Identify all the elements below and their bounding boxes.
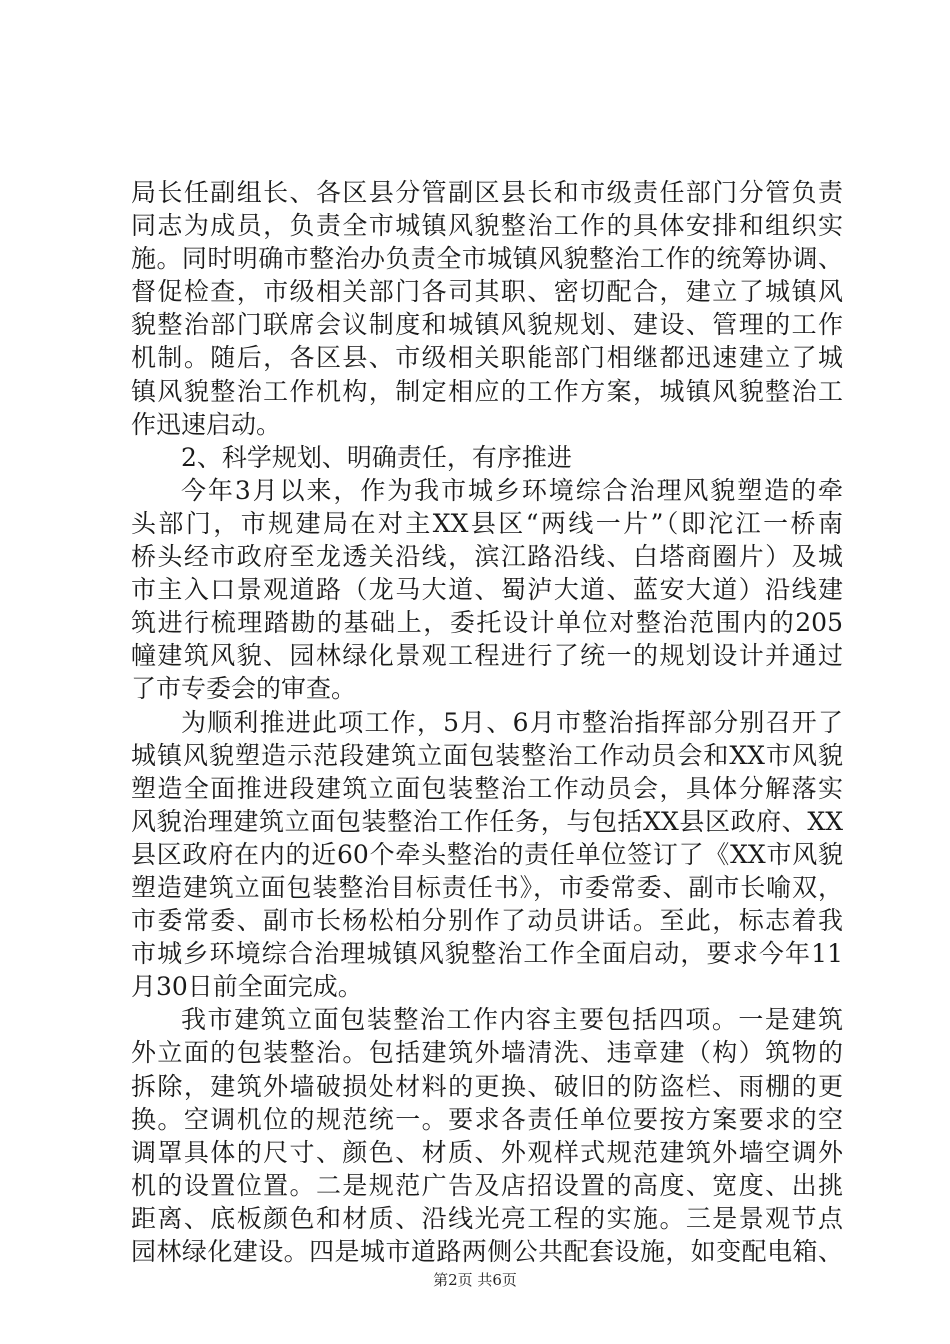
text-line: 市城乡环境综合治理城镇风貌整治工作全面启动，要求今年11 [131,939,843,969]
text-line: 市主入口景观道路（龙马大道、蜀泸大道、蓝安大道）沿线建 [131,575,843,605]
text-line: 头部门，市规建局在对主XX县区“两线一片”（即沱江一桥南 [131,508,843,538]
text-line: 风貌治理建筑立面包装整治工作任务，与包括XX县区政府、XX [131,806,843,836]
text-line: 我市建筑立面包装整治工作内容主要包括四项。一是建筑 [181,1005,843,1035]
text-line: 调罩具体的尺寸、颜色、材质、外观样式规范建筑外墙空调外 [131,1137,843,1167]
text-line: 园林绿化建设。四是城市道路两侧公共配套设施，如变配电箱、 [131,1237,843,1266]
text-line: 貌整治部门联席会议制度和城镇风貌规划、建设、管理的工作 [131,310,843,340]
text-line: 月30日前全面完成。 [131,972,363,1002]
text-line: 市委常委、副市长杨松柏分别作了动员讲话。至此，标志着我 [131,906,843,936]
text-line: 拆除，建筑外墙破损处材料的更换、破旧的防盗栏、雨棚的更 [131,1071,843,1101]
text-line: 幢建筑风貌、园林绿化景观工程进行了统一的规划设计并通过 [131,641,843,671]
text-line: 为顺利推进此项工作，5月、6月市整治指挥部分别召开了 [181,707,843,737]
text-line: 作迅速启动。 [131,409,282,439]
text-line: 县区政府在内的近60个牵头整治的责任单位签订了《XX市风貌 [131,839,843,869]
page-number-footer: 第2页 共6页 [433,1271,517,1289]
text-line: 局长任副组长、各区县分管副区县长和市级责任部门分管负责 [131,178,843,207]
body-text [131,176,843,1268]
text-line: 机制。随后，各区县、市级相关职能部门相继都迅速建立了城 [131,343,843,373]
text-line: 机的设置位置。二是规范广告及店招设置的高度、宽度、出挑 [131,1170,843,1200]
text-line: 督促检查，市级相关部门各司其职、密切配合，建立了城镇风 [131,277,843,307]
text-line: 今年3月以来，作为我市城乡环境综合治理风貌塑造的牵 [181,475,843,505]
section-heading: 2、科学规划、明确责任，有序推进 [181,442,572,472]
text-line: 距离、底板颜色和材质、沿线光亮工程的实施。三是景观节点 [131,1203,843,1233]
text-line: 同志为成员，负责全市城镇风貌整治工作的具体安排和组织实 [131,211,843,241]
text-line: 镇风貌整治工作机构，制定相应的工作方案，城镇风貌整治工 [131,376,843,406]
text-line: 了市专委会的审查。 [131,674,357,704]
text-line: 城镇风貌塑造示范段建筑立面包装整治工作动员会和XX市风貌 [131,740,843,770]
text-line: 塑造全面推进段建筑立面包装整治工作动员会，具体分解落实 [131,773,843,803]
text-line: 外立面的包装整治。包括建筑外墙清洗、违章建（构）筑物的 [131,1038,843,1068]
text-line: 塑造建筑立面包装整治目标责任书》，市委常委、副市长喻双， [131,872,843,902]
text-line: 筑进行梳理踏勘的基础上，委托设计单位对整治范围内的205 [131,608,843,638]
text-line: 桥头经市政府至龙透关沿线，滨江路沿线、白塔商圈片）及城 [131,542,843,572]
text-line: 换。空调机位的规范统一。要求各责任单位要按方案要求的空 [131,1104,843,1134]
text-line: 施。同时明确市整治办负责全市城镇风貌整治工作的统筹协调、 [131,244,843,274]
